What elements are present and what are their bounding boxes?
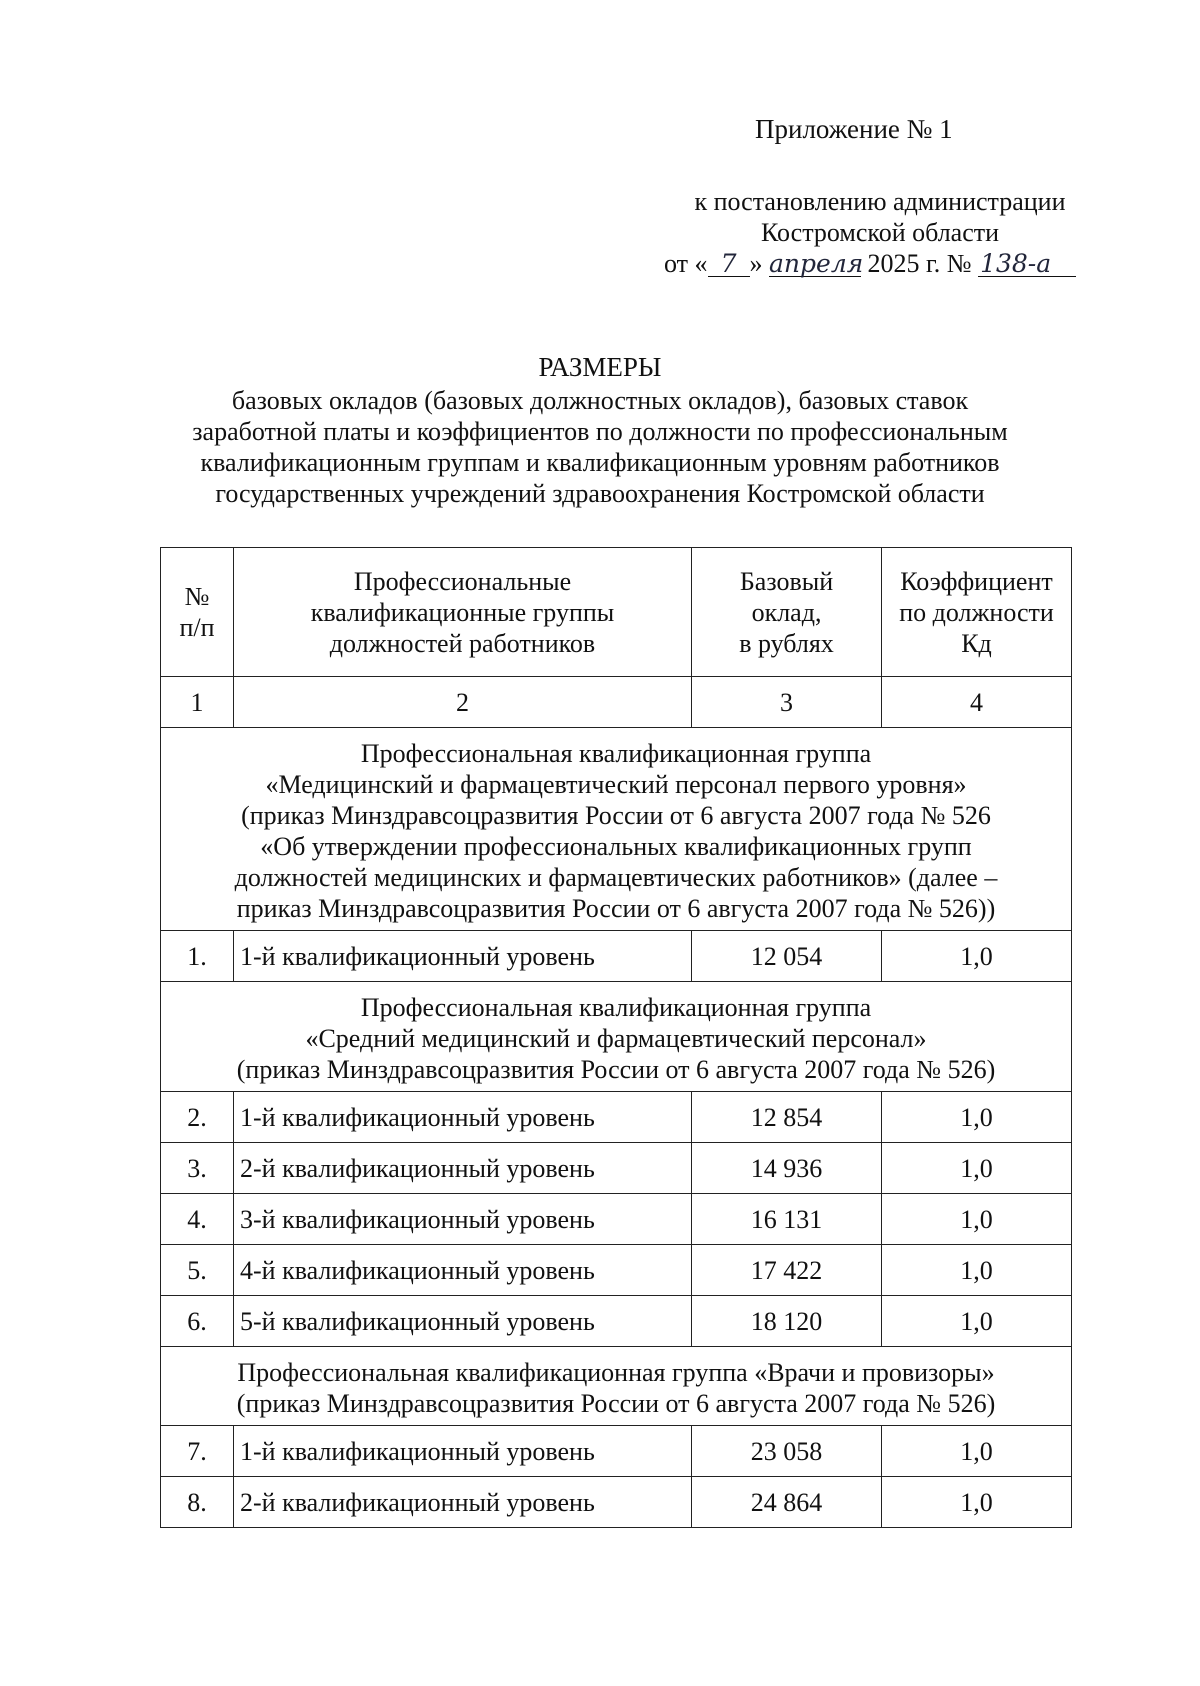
decree-line-1: к постановлению администрации xyxy=(694,187,1066,216)
heading-main: РАЗМЕРЫ xyxy=(538,352,662,382)
date-prefix: от « xyxy=(664,249,708,278)
column-number: 1 xyxy=(161,677,234,728)
handwritten-decree-number: 138-а xyxy=(978,252,1076,277)
group-title-line: «Средний медицинский и фармацевтический персонал» xyxy=(305,1024,927,1053)
decree-date-line xyxy=(640,248,1120,279)
group-title xyxy=(161,1347,1072,1426)
header-salary-line: оклад, xyxy=(751,597,822,627)
table-row xyxy=(161,1477,1072,1528)
row-salary: 18 120 xyxy=(692,1296,882,1347)
row-salary: 24 864 xyxy=(692,1477,882,1528)
handwritten-month: апреля xyxy=(769,249,864,278)
heading-line: государственных учреждений здравоохранения Костромской области xyxy=(215,479,985,508)
heading-line: квалификационным группам и квалификационным уровням работников xyxy=(200,448,1000,477)
row-salary: 23 058 xyxy=(692,1426,882,1477)
handwritten-day: 7 xyxy=(708,252,750,277)
row-coef: 1,0 xyxy=(882,1143,1072,1194)
group-title-line: приказ Минздравсоцразвития России от 6 августа 2007 года № 526)) xyxy=(236,894,996,923)
row-coef: 1,0 xyxy=(882,931,1072,982)
table-row xyxy=(161,931,1072,982)
group-title-row xyxy=(161,982,1072,1092)
group-title-line: «Об утверждении профессиональных квалификационных групп xyxy=(260,832,972,861)
column-number: 4 xyxy=(882,677,1072,728)
row-level-name: 4-й квалификационный уровень xyxy=(234,1245,692,1296)
group-title-line: (приказ Минздравсоцразвития России от 6 августа 2007 года № 526 xyxy=(241,801,991,830)
row-coef: 1,0 xyxy=(882,1477,1072,1528)
row-level-name: 5-й квалификационный уровень xyxy=(234,1296,692,1347)
group-title xyxy=(161,728,1072,931)
row-salary: 17 422 xyxy=(692,1245,882,1296)
row-coef: 1,0 xyxy=(882,1296,1072,1347)
header-coef-line: Кд xyxy=(961,628,992,658)
header-num-line: п/п xyxy=(179,613,215,642)
group-title-line: (приказ Минздравсоцразвития России от 6 августа 2007 года № 526) xyxy=(236,1055,996,1084)
row-level-name: 3-й квалификационный уровень xyxy=(234,1194,692,1245)
heading-line: заработной платы и коэффициентов по должности по профессиональным xyxy=(192,417,1008,446)
row-number: 2. xyxy=(161,1092,234,1143)
group-title-line: Профессиональная квалификационная группа «Врачи и провизоры» xyxy=(237,1358,995,1387)
header-num xyxy=(161,548,234,677)
row-number: 8. xyxy=(161,1477,234,1528)
column-number: 3 xyxy=(692,677,882,728)
row-salary: 14 936 xyxy=(692,1143,882,1194)
appendix-title: Приложение № 1 xyxy=(755,114,953,144)
header-group-line: должностей работников xyxy=(329,628,596,658)
row-coef: 1,0 xyxy=(882,1245,1072,1296)
table-row xyxy=(161,1426,1072,1477)
group-title xyxy=(161,982,1072,1092)
group-title-line: (приказ Минздравсоцразвития России от 6 августа 2007 года № 526) xyxy=(236,1389,996,1418)
decree-reference xyxy=(640,186,1120,279)
table-row xyxy=(161,1092,1072,1143)
document-heading xyxy=(150,352,1050,509)
header-num-line: № xyxy=(184,582,210,611)
header-group-line: Профессиональные xyxy=(353,566,572,596)
row-number: 1. xyxy=(161,931,234,982)
group-title-line: должностей медицинских и фармацевтических работников» (далее – xyxy=(234,863,998,892)
row-number: 5. xyxy=(161,1245,234,1296)
column-number: 2 xyxy=(234,677,692,728)
row-salary: 12 854 xyxy=(692,1092,882,1143)
table-row xyxy=(161,1296,1072,1347)
row-level-name: 1-й квалификационный уровень xyxy=(234,931,692,982)
date-mid: » xyxy=(749,249,763,278)
row-coef: 1,0 xyxy=(882,1092,1072,1143)
table-header-row xyxy=(161,548,1072,677)
row-salary: 16 131 xyxy=(692,1194,882,1245)
row-coef: 1,0 xyxy=(882,1426,1072,1477)
date-year: 2025 г. № xyxy=(867,249,972,278)
row-level-name: 2-й квалификационный уровень xyxy=(234,1143,692,1194)
group-title-line: «Медицинский и фармацевтический персонал первого уровня» xyxy=(265,770,967,799)
row-number: 4. xyxy=(161,1194,234,1245)
group-title-row xyxy=(161,1347,1072,1426)
row-number: 3. xyxy=(161,1143,234,1194)
group-title-row xyxy=(161,728,1072,931)
header-coef xyxy=(882,548,1072,677)
table-row xyxy=(161,1194,1072,1245)
header-salary-line: в рублях xyxy=(739,628,834,658)
header-group-line: квалификационные группы xyxy=(310,597,615,627)
decree-line-2: Костромской области xyxy=(760,218,1000,247)
table-row xyxy=(161,1143,1072,1194)
row-number: 7. xyxy=(161,1426,234,1477)
table-row xyxy=(161,1245,1072,1296)
header-coef-line: по должности xyxy=(899,597,1054,627)
row-salary: 12 054 xyxy=(692,931,882,982)
header-group xyxy=(234,548,692,677)
heading-line: базовых окладов (базовых должностных окладов), базовых ставок xyxy=(231,386,969,415)
salary-table xyxy=(160,547,1072,1528)
group-title-line: Профессиональная квалификационная группа xyxy=(360,993,872,1022)
header-salary xyxy=(692,548,882,677)
row-level-name: 1-й квалификационный уровень xyxy=(234,1092,692,1143)
group-title-line: Профессиональная квалификационная группа xyxy=(360,739,872,768)
row-coef: 1,0 xyxy=(882,1194,1072,1245)
row-number: 6. xyxy=(161,1296,234,1347)
column-number-row xyxy=(161,677,1072,728)
header-coef-line: Коэффициент xyxy=(900,566,1053,596)
row-level-name: 1-й квалификационный уровень xyxy=(234,1426,692,1477)
header-salary-line: Базовый xyxy=(739,566,834,596)
row-level-name: 2-й квалификационный уровень xyxy=(234,1477,692,1528)
